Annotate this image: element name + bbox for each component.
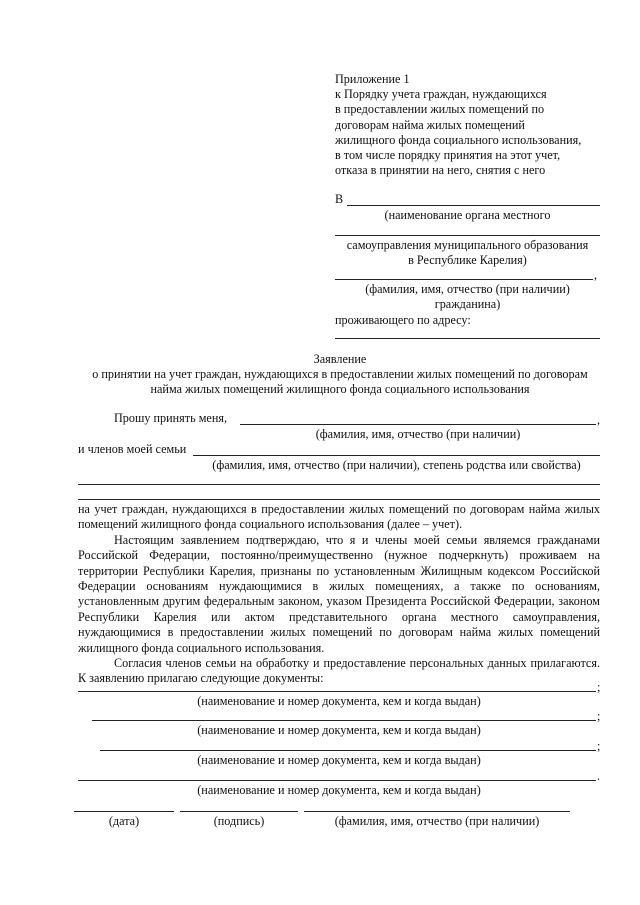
appendix-line: Приложение 1	[335, 72, 410, 86]
document-line-3[interactable]	[100, 750, 596, 751]
body-paragraph-3: Согласия членов семьи на обработку и предоставление персональных данных прилагаются. К заявлению прилагаю следующие документы:	[78, 656, 600, 686]
separator: ;	[597, 680, 601, 694]
appendix-line: жилищного фонда социального использования,	[335, 132, 582, 147]
separator: ;	[597, 739, 601, 753]
appendix-line: в предоставлении жилых помещений по	[335, 102, 545, 117]
comma: ,	[597, 413, 601, 427]
request-fio-line[interactable]	[240, 424, 596, 425]
request-fio-hint: (фамилия, имя, отчество (при наличии)	[315, 427, 521, 441]
applicant-fio-line[interactable]	[335, 279, 593, 280]
family-label: и членов моей семьи	[78, 442, 187, 456]
appendix-line: в том числе порядку принятия на этот учет,	[335, 148, 561, 163]
document-line-1[interactable]	[78, 691, 596, 692]
separator: .	[597, 769, 601, 783]
request-label: Прошу принять меня,	[114, 411, 228, 425]
fio-hint-1: (фамилия, имя, отчество (при наличии)	[365, 282, 570, 296]
organ-hint-2: самоуправления муниципального образования	[346, 238, 589, 252]
date-field-line[interactable]	[74, 811, 174, 812]
address-field-line[interactable]	[335, 338, 600, 339]
body-paragraph-2: Настоящим заявлением подтверждаю, что я и члены моей семьи являемся гражданами Российской Федерации, постоянно/преимущественно (нужное подчеркнуть) проживаем на территории Республики Карелия, признаны по установленным Жилищным кодексом Российской Федерации основаниям нуждающимися в жилых помещениях, а также по основаниям, установленным другим федеральным законом, указом Президента Российской Федерации, законом Республики Карелия или актом представительного органа местного самоуправления, нуждающимися в предоставлении жилых помещений по договорам найма жилых помещений жилищного фонда социального использования.	[78, 532, 600, 655]
document-title: Заявление	[313, 352, 367, 366]
appendix-line: отказа в принятии на него, снятия с него	[335, 163, 546, 178]
appendix-line: к Порядку учета граждан, нуждающихся	[335, 87, 547, 102]
body-text	[78, 502, 600, 687]
appendix-header	[335, 72, 581, 178]
addressee-prefix: В	[335, 192, 344, 206]
document-hint-3: (наименование и номер документа, кем и когда выдан)	[197, 753, 481, 767]
comma: ,	[594, 268, 598, 282]
document-line-4[interactable]	[78, 780, 596, 781]
date-hint: (дата)	[108, 814, 140, 828]
organ-field-line[interactable]	[347, 205, 600, 206]
appendix-line: договорам найма жилых помещений	[335, 117, 525, 132]
family-hint: (фамилия, имя, отчество (при наличии), степень родства или свойства)	[212, 458, 581, 472]
organ-hint-1: (наименование органа местного	[384, 208, 551, 222]
document-hint-2: (наименование и номер документа, кем и когда выдан)	[197, 723, 481, 737]
address-label: проживающего по адресу:	[335, 313, 471, 327]
separator: ;	[597, 709, 601, 723]
signer-fio-line[interactable]	[304, 811, 570, 812]
family-field-line[interactable]	[193, 455, 600, 456]
title-line-2: найма жилых помещений жилищного фонда социального использования	[150, 382, 530, 396]
family-field-line-2[interactable]	[78, 484, 600, 485]
document-hint-4: (наименование и номер документа, кем и когда выдан)	[197, 783, 481, 797]
document-line-2[interactable]	[92, 720, 596, 721]
signature-hint: (подпись)	[213, 814, 265, 828]
fio-hint-2: гражданина)	[434, 297, 501, 311]
family-field-line-3[interactable]	[78, 499, 600, 500]
signer-fio-hint: (фамилия, имя, отчество (при наличии)	[334, 814, 540, 828]
organ-hint-3: в Республике Карелия)	[408, 253, 527, 267]
signature-field-line[interactable]	[180, 811, 298, 812]
organ-field-line-2[interactable]	[335, 235, 600, 236]
body-paragraph-1: на учет граждан, нуждающихся в предоставлении жилых помещений по договорам найма жилых помещений жилищного фонда социального использования (далее – учет).	[78, 502, 600, 532]
title-line-1: о принятии на учет граждан, нуждающихся в предоставлении жилых помещений по договорам	[92, 367, 588, 381]
document-hint-1: (наименование и номер документа, кем и когда выдан)	[197, 694, 481, 708]
